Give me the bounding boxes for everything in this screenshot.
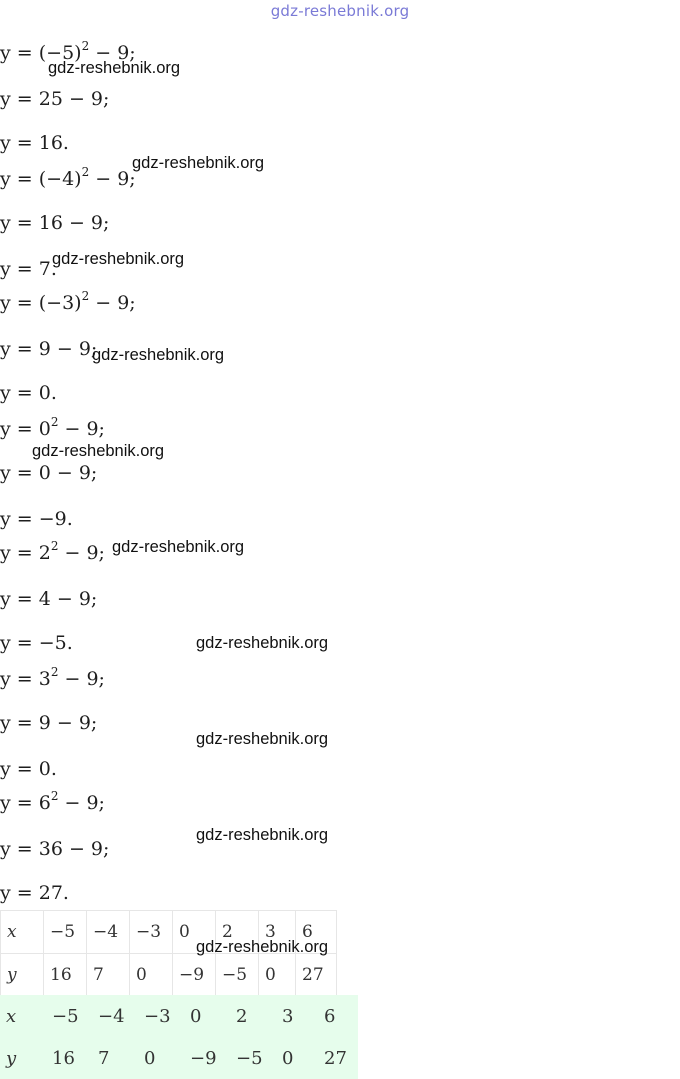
equation-line xyxy=(0,508,73,530)
table-cell: 0 xyxy=(259,954,296,997)
equation-text: − 9; xyxy=(58,418,105,440)
equation-text: y = 0. xyxy=(0,382,57,404)
exponent: 2 xyxy=(50,789,59,803)
equation-text: y = 0 − 9; xyxy=(0,462,98,484)
exponent: 2 xyxy=(50,539,59,553)
equation-text: y = −9. xyxy=(0,508,73,530)
equation-line xyxy=(0,212,109,234)
equation-text: y = 9 − 9; xyxy=(0,338,98,360)
equation-text: − 9; xyxy=(58,792,105,814)
equation-line xyxy=(0,758,57,780)
equation-text: y = 0 xyxy=(0,418,51,440)
table-cell: 0 xyxy=(144,1047,156,1069)
answer-table xyxy=(0,995,358,1079)
exponent: 2 xyxy=(50,415,59,429)
equation-text: y = 3 xyxy=(0,668,51,690)
watermark: gdz-reshebnik.org xyxy=(112,538,245,556)
watermark: gdz-reshebnik.org xyxy=(52,250,185,268)
table-cell: 16 xyxy=(52,1047,75,1069)
equation-text: y = 7. xyxy=(0,258,57,280)
table-cell: 2 xyxy=(236,1005,248,1027)
equation-text: y = 16. xyxy=(0,132,69,154)
equation-text: y = 9 − 9; xyxy=(0,712,98,734)
equation-text: y = 0. xyxy=(0,758,57,780)
exponent: 2 xyxy=(81,39,90,53)
equation-line xyxy=(0,88,109,110)
equation-line xyxy=(0,665,105,690)
table-cell: 2 xyxy=(216,911,259,954)
table-cell: 16 xyxy=(44,954,87,997)
exponent: 2 xyxy=(81,289,90,303)
equation-line xyxy=(0,462,97,484)
equation-line xyxy=(0,382,57,404)
table-header-x: x xyxy=(6,1005,17,1027)
table-cell: 0 xyxy=(130,954,173,997)
table-row-x xyxy=(0,995,358,1037)
table-cell: −5 xyxy=(44,911,87,954)
site-watermark: gdz-reshebnik.org xyxy=(270,2,410,20)
equation-text: − 9; xyxy=(89,292,136,314)
equation-text: y = (−5) xyxy=(0,42,82,64)
watermark: gdz-reshebnik.org xyxy=(196,938,329,956)
table-cell: 27 xyxy=(296,954,337,997)
equation-text: − 9; xyxy=(58,668,105,690)
table-cell: −3 xyxy=(144,1005,171,1027)
equation-text: y = 2 xyxy=(0,542,51,564)
equation-text: y = 16 − 9; xyxy=(0,212,110,234)
table-cell: 3 xyxy=(282,1005,294,1027)
equation-text: y = (−3) xyxy=(0,292,82,314)
equation-line xyxy=(0,338,97,360)
equation-text: − 9; xyxy=(58,542,105,564)
watermark: gdz-reshebnik.org xyxy=(196,634,329,652)
exponent: 2 xyxy=(81,165,90,179)
equation-text: y = (−4) xyxy=(0,168,82,190)
watermark: gdz-reshebnik.org xyxy=(132,154,265,172)
table-cell: 7 xyxy=(87,954,130,997)
table-cell: 27 xyxy=(324,1047,347,1069)
table-cell: −3 xyxy=(130,911,173,954)
table-cell: −9 xyxy=(173,954,216,997)
equation-line xyxy=(0,132,69,154)
table-cell: −5 xyxy=(216,954,259,997)
table-cell: 0 xyxy=(190,1005,202,1027)
watermark: gdz-reshebnik.org xyxy=(196,730,329,748)
equation-line xyxy=(0,712,97,734)
equation-text: y = 6 xyxy=(0,792,51,814)
equation-line xyxy=(0,289,136,314)
table-cell: 0 xyxy=(173,911,216,954)
equation-text: − 9; xyxy=(89,42,136,64)
table-cell: −5 xyxy=(236,1047,263,1069)
equation-line xyxy=(0,539,105,564)
table-cell: 0 xyxy=(282,1047,294,1069)
table-cell: −4 xyxy=(98,1005,125,1027)
equation-line xyxy=(0,165,136,190)
equation-text: y = 27. xyxy=(0,882,69,904)
exponent: 2 xyxy=(50,665,59,679)
table-row-y xyxy=(1,954,337,997)
equation-text: y = 36 − 9; xyxy=(0,838,110,860)
watermark: gdz-reshebnik.org xyxy=(32,442,165,460)
equation-text: y = 25 − 9; xyxy=(0,88,110,110)
table-cell: 6 xyxy=(296,911,337,954)
equation-line xyxy=(0,415,105,440)
equation-line xyxy=(0,588,97,610)
equation-line xyxy=(0,882,69,904)
table-cell: −4 xyxy=(87,911,130,954)
table-cell: −9 xyxy=(190,1047,217,1069)
watermark: gdz-reshebnik.org xyxy=(92,346,225,364)
table-header-x: x xyxy=(1,911,44,954)
table-header-y: y xyxy=(6,1047,17,1069)
table-cell: 3 xyxy=(259,911,296,954)
table-row-y xyxy=(0,1037,358,1079)
watermark: gdz-reshebnik.org xyxy=(196,826,329,844)
table-cell: 6 xyxy=(324,1005,336,1027)
equation-text: − 9; xyxy=(89,168,136,190)
equation-text: y = −5. xyxy=(0,632,73,654)
equation-line xyxy=(0,258,57,280)
table-cell: −5 xyxy=(52,1005,79,1027)
equation-line xyxy=(0,789,105,814)
equation-line xyxy=(0,632,73,654)
equation-text: y = 4 − 9; xyxy=(0,588,98,610)
watermark: gdz-reshebnik.org xyxy=(48,59,181,77)
table-header-y: y xyxy=(1,954,44,997)
table-cell: 7 xyxy=(98,1047,110,1069)
equation-line xyxy=(0,838,109,860)
